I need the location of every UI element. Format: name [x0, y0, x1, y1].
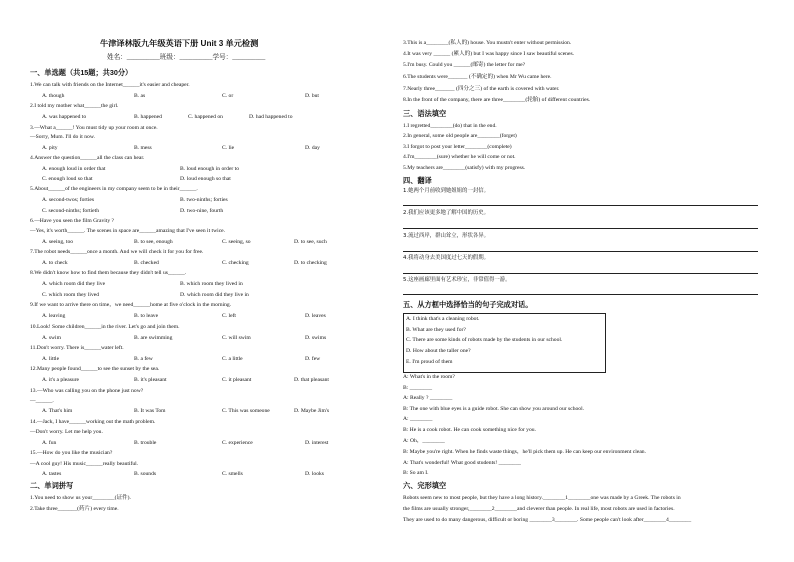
q7-option-b[interactable]: B. checked — [134, 260, 159, 266]
q2-option-b[interactable]: B. happened — [134, 114, 162, 120]
grammar-item-2: 2.In general, some old people are________(forget) — [403, 133, 517, 139]
q5-option-a[interactable]: A. second-twos; forties — [42, 197, 95, 203]
q2-option-d[interactable]: D. had happened to — [249, 114, 293, 120]
cloze-line-1: Robots seem new to most people, but they have a long history.________1________one was made by a Greek. The robots in — [403, 495, 681, 501]
grammar-item-1: 1.I regretted________(do) that in the end. — [403, 123, 497, 129]
q9-option-b[interactable]: B. to leave — [134, 313, 159, 319]
dialogue-line-2: B: ________ — [403, 385, 433, 391]
q14-option-a[interactable]: A. fun — [42, 440, 57, 446]
box-option-a: A. I think that's a cleaning robot. — [406, 316, 480, 322]
options-box — [403, 313, 606, 373]
spelling-item-2: 2.Take three_______(药片) every time. — [30, 506, 119, 512]
q6-stem: 6.—Have you seen the film Gravity ? — [30, 218, 115, 224]
q12-option-a[interactable]: A. it's a pleasure — [42, 377, 80, 383]
q11-option-c[interactable]: C. a little — [222, 356, 243, 362]
q2-option-a[interactable]: A. was happened to — [42, 114, 87, 120]
q5-option-c[interactable]: C. second-ninths; fortieth — [42, 208, 100, 214]
translation-item-2: 2.我们应该更多地了解中国的历史。 — [403, 210, 490, 216]
dialogue-line-5: A: ________ — [403, 416, 433, 422]
q7-option-c[interactable]: C. checking — [222, 260, 249, 266]
spelling-item-4: 4.It was very ______ (累人的) but I was happy since I saw beautiful scenes. — [403, 51, 575, 57]
q3-option-c[interactable]: C. lie — [222, 145, 235, 151]
q14-option-c[interactable]: C. experience — [222, 440, 253, 446]
q5-option-d[interactable]: D. two-nine, fourth — [180, 208, 224, 214]
spelling-item-3: 3.This is a________(私人的) house. You mustn't enter without permission. — [403, 40, 572, 46]
q11-option-b[interactable]: B. a few — [134, 356, 153, 362]
grammar-item-4: 4.I'm________(sure) whether he will come or not. — [403, 154, 516, 160]
q6-option-b[interactable]: B. to see, enough — [134, 239, 173, 245]
q8-option-d[interactable]: D. which room did they live in — [180, 292, 249, 298]
cloze-line-2: the films are usually stronger,________2________and cleverer than people. In real life, most robots are used in factories. — [403, 506, 675, 512]
q6-option-a[interactable]: A. seeing, too — [42, 239, 74, 245]
q10-option-d[interactable]: D. swims — [305, 335, 327, 341]
box-option-b: B. What are they used for? — [406, 327, 466, 333]
q3-stem: 3.—What a______! You must tidy up your room at once. — [30, 125, 158, 131]
q11-stem: 11.Don't worry. There is______water left. — [30, 345, 124, 351]
q4-option-c[interactable]: C. enough loud so that — [42, 176, 93, 182]
q6-option-d[interactable]: D. to see, such — [294, 239, 327, 245]
q12-option-b[interactable]: B. it's pleasant — [134, 377, 167, 383]
q3-option-d[interactable]: D. day — [305, 145, 320, 151]
q7-option-d[interactable]: D. to checking — [294, 260, 327, 266]
student-info-line: 姓名：__________班级：__________学号：__________ — [107, 54, 266, 61]
q13-option-b[interactable]: B. It was Tom — [134, 408, 166, 414]
q11-option-a[interactable]: A. little — [42, 356, 60, 362]
section-2-heading: 二、单词拼写 — [30, 481, 74, 490]
answer-line[interactable] — [403, 205, 758, 206]
box-option-e: E. I'm proud of them — [406, 359, 453, 365]
q15-option-d[interactable]: D. looks — [305, 471, 324, 477]
q1-option-b[interactable]: B. as — [134, 93, 146, 99]
q1-option-c[interactable]: C. or — [222, 93, 234, 99]
translation-item-4: 4.我将动身去美国度过七天的假期。 — [403, 255, 490, 261]
q10-option-a[interactable]: A. swim — [42, 335, 61, 341]
q14-stem: 14.—Jack, I have______working out the math problem. — [30, 419, 156, 425]
grammar-item-3: 3.I forgot to post your letter________(complete) — [403, 144, 512, 150]
spelling-item-6: 6.The students were_______ (不确定的) when Mr Wu came here. — [403, 74, 552, 80]
q6-stem-2: —Yes, it's worth______. The scenes in space are______amazing that I've seen it twice. — [30, 228, 226, 234]
q15-option-b[interactable]: B. sounds — [134, 471, 157, 477]
translation-item-1: 1.她两个月前收到她姐姐的一封信。 — [403, 188, 490, 194]
q6-option-c[interactable]: C. seeing, so — [222, 239, 251, 245]
page-title: 牛津译林版九年级英语下册 Unit 3 单元检测 — [100, 39, 259, 48]
section-4-heading: 四、翻译 — [403, 176, 432, 185]
q9-stem: 9.If we want to arrive there on time，we need______home at five o'clock in the morning. — [30, 302, 232, 308]
q13-option-a[interactable]: A. That's him — [42, 408, 73, 414]
box-option-c: C. There are some kinds of robots made by the students in our school. — [406, 337, 563, 343]
q8-option-b[interactable]: B. which room they lived in — [180, 281, 243, 287]
translation-item-5: 5.这座画廊里面有艺术珍宝，非常值得一游。 — [403, 277, 511, 283]
q8-stem: 8.We didn't know how to find them because they didn't tell us______. — [30, 270, 187, 276]
q13-option-c[interactable]: C. This was someone — [222, 408, 270, 414]
q4-option-a[interactable]: A. enough loud in order that — [42, 166, 106, 172]
q14-stem-2: —Don't worry. Let me help you. — [30, 429, 103, 435]
q11-option-d[interactable]: D. few — [305, 356, 321, 362]
q7-option-a[interactable]: A. to check — [42, 260, 68, 266]
q8-option-c[interactable]: C. which room they lived — [42, 292, 100, 298]
spelling-item-8: 8.In the front of the company, there are three________(轮胎) of different countries. — [403, 97, 591, 103]
section-1-heading: 一、单选题（共15题；共30分） — [30, 68, 133, 77]
spelling-item-5: 5.I'm busy. Could you ______(邮寄) the letter for me? — [403, 62, 526, 68]
q9-option-a[interactable]: A. leaving — [42, 313, 66, 319]
q15-option-a[interactable]: A. tastes — [42, 471, 62, 477]
q1-option-a[interactable]: A. though — [42, 93, 65, 99]
q15-stem: 15.—How do you like the musician? — [30, 450, 113, 456]
q3-stem-2: —Sorry, Mum. I'll do it now. — [30, 134, 95, 140]
q3-option-a[interactable]: A. pity — [42, 145, 58, 151]
dialogue-line-4: B: The one with blue eyes is a guide robot. She can show you around our school. — [403, 406, 585, 412]
q12-stem: 12.Many people found______to see the sunset by the sea. — [30, 366, 160, 372]
dialogue-line-8: B: Maybe you're right. When he finds waste things，he'll pick them up. He can keep our environment clean. — [403, 449, 647, 455]
q1-stem: 1.We can talk with friends on the Internet______it's easier and cheaper. — [30, 82, 190, 88]
q12-option-c[interactable]: C. it pleasant — [222, 377, 252, 383]
q10-option-b[interactable]: B. are swimming — [134, 335, 173, 341]
q2-option-c[interactable]: C. happened on — [188, 114, 223, 120]
q2-stem: 2.I told my mother what______the girl. — [30, 103, 119, 109]
q10-option-c[interactable]: C. will swim — [222, 335, 251, 341]
q9-option-d[interactable]: D. leaves — [305, 313, 326, 319]
q4-option-b[interactable]: B. loud enough in order to — [180, 166, 240, 172]
q1-option-d[interactable]: D. but — [305, 93, 319, 99]
box-option-d: D. How about the taller one? — [406, 348, 471, 354]
q9-option-c[interactable]: C. left — [222, 313, 236, 319]
q4-option-d[interactable]: D. loud enough so that — [180, 176, 231, 182]
answer-line[interactable] — [403, 251, 758, 252]
section-5-heading: 五、从方框中选择恰当的句子完成对话。 — [403, 300, 533, 309]
answer-line[interactable] — [403, 294, 758, 295]
spelling-item-7: 7.Nearly three_______ (四分之三) of the earth is covered with water. — [403, 86, 560, 92]
q8-option-a[interactable]: A. which room did they live — [42, 281, 106, 287]
q13-stem: 13.—Who was calling you on the phone just now? — [30, 388, 144, 394]
dialogue-line-3: A: Really ? ________ — [403, 395, 453, 401]
section-3-heading: 三、语法填空 — [403, 109, 447, 118]
dialogue-line-6: B: He is a cook robot. He can cook something nice for you. — [403, 427, 536, 433]
q3-option-b[interactable]: B. mess — [134, 145, 152, 151]
q15-option-c[interactable]: C. smells — [222, 471, 243, 477]
dialogue-line-1: A: What's in the room? — [403, 374, 455, 380]
q4-stem: 4.Answer the question______all the class can hear. — [30, 155, 145, 161]
section-6-heading: 六、完形填空 — [403, 481, 447, 490]
dialogue-line-7: A: Oh，________ — [403, 438, 445, 444]
spelling-item-1: 1.You need to show us your________(证件). — [30, 495, 131, 501]
q7-stem: 7.The robot needs______once a month. And we will check it for you for free. — [30, 249, 204, 255]
q15-stem-2: —A cool guy! His music______really beautiful. — [30, 461, 139, 467]
q13-stem-2: —______. — [30, 398, 54, 404]
answer-line[interactable] — [403, 273, 758, 274]
q5-option-b[interactable]: B. two-ninths; forties — [180, 197, 228, 203]
translation-item-3: 3.流过西岸，群山耸立，形状各异。 — [403, 233, 490, 239]
dialogue-line-10: B: So am I. — [403, 470, 429, 476]
q13-option-d[interactable]: D. Maybe Jim's — [294, 408, 330, 414]
q10-stem: 10.Look! Some children______in the river. Let's go and join them. — [30, 324, 180, 330]
answer-line[interactable] — [403, 228, 758, 229]
q12-option-d[interactable]: D. that pleasant — [294, 377, 329, 383]
q5-stem: 5.About______of the engineers in my company seem to be in their______. — [30, 186, 198, 192]
grammar-item-5: 5.My teachers are________(satisfy) with my progress. — [403, 165, 526, 171]
cloze-line-3: They are used to do many dangerous, difficult or boring ________3________. Some people can't look after________4________ — [403, 517, 692, 523]
dialogue-line-9: A: That's wonderful! What good students! ________ — [403, 460, 521, 466]
q14-option-d[interactable]: D. interest — [305, 440, 329, 446]
q14-option-b[interactable]: B. trouble — [134, 440, 157, 446]
